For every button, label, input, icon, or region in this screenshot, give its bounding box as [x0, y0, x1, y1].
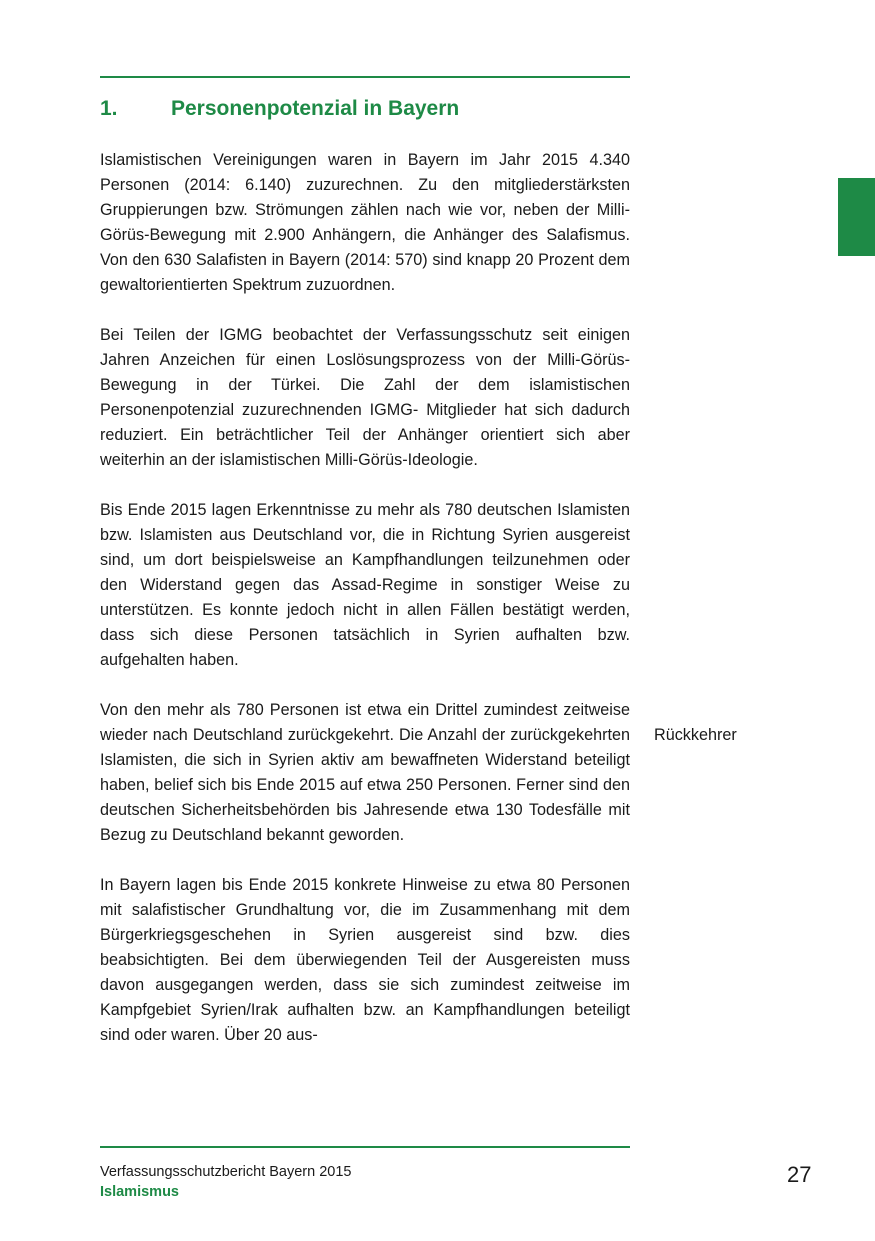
- footer-section: Islamismus: [100, 1184, 179, 1200]
- section-heading: [100, 95, 630, 123]
- bottom-divider: [100, 1146, 630, 1148]
- paragraph: Bis Ende 2015 lagen Erkenntnisse zu mehr als 780 deutschen Islamisten bzw. Islamisten aus Deutschland vor, die in Richtung Syrien ausgereist sind, um dort beispielsweise an Kampfhandlungen teilzunehmen oder den Widerstand gegen das Assad-Regime in sonstiger Weise zu unterstützen. Es konnte jedoch nicht in allen Fällen bestätigt werden, dass sich diese Personen tatsächlich in Syrien aufhalten bzw. aufgehalten haben.: [100, 501, 630, 669]
- paragraph: In Bayern lagen bis Ende 2015 konkrete Hinweise zu etwa 80 Personen mit salafistischer Grundhaltung vor, die im Zusammenhang mit dem Bürgerkriegsgeschehen in Syrien ausgereist sind bzw. dies beabsichtigten. Bei dem überwiegenden Teil der Ausgereisten muss davon ausgegangen werden, dass sie sich zumindest zeitweise im Kampfgebiet Syrien/Irak aufhalten bzw. an Kampfhandlungen beteiligt sind oder waren. Über 20 aus-: [100, 876, 630, 1044]
- chapter-tab-marker: [838, 178, 875, 256]
- section-number: 1.: [100, 97, 118, 120]
- paragraph: Bei Teilen der IGMG beobachtet der Verfassungsschutz seit einigen Jahren Anzeichen für einen Loslösungsprozess von der Milli-Görüs-Bewegung in der Türkei. Die Zahl der dem islamistischen Personenpotenzial zuzurechnenden IGMG- Mitglieder hat sich dadurch reduziert. Ein beträchtlicher Teil der Anhänger orientiert sich aber weiterhin an der islamistischen Milli-Görüs-Ideologie.: [100, 326, 630, 469]
- margin-note: Rückkehrer: [654, 726, 737, 744]
- footer-title: Verfassungsschutzbericht Bayern 2015: [100, 1164, 352, 1180]
- top-divider: [100, 76, 630, 78]
- section-title: Personenpotenzial in Bayern: [171, 97, 460, 120]
- paragraph: Islamistischen Vereinigungen waren in Bayern im Jahr 2015 4.340 Personen (2014: 6.140) zuzurechnen. Zu den mitgliederstärksten Gruppierungen bzw. Strömungen zählen nach wie vor, neben der Milli-Görüs-Bewegung mit 2.900 Anhängern, die Anhänger des Salafismus. Von den 630 Salafisten in Bayern (2014: 570) sind knapp 20 Prozent dem gewaltorientierten Spektrum zuzuordnen.: [100, 151, 630, 294]
- body-text: [100, 148, 630, 1073]
- paragraph: Von den mehr als 780 Personen ist etwa ein Drittel zumindest zeitweise wieder nach Deutschland zurückgekehrt. Die Anzahl der zurückgekehrten Islamisten, die sich in Syrien aktiv am bewaffneten Widerstand beteiligt haben, belief sich bis Ende 2015 auf etwa 250 Personen. Ferner sind den deutschen Sicherheitsbehörden bis Jahresende etwa 130 Todesfälle mit Bezug zu Deutschland bekannt geworden.: [100, 701, 630, 844]
- page-number: 27: [787, 1162, 812, 1187]
